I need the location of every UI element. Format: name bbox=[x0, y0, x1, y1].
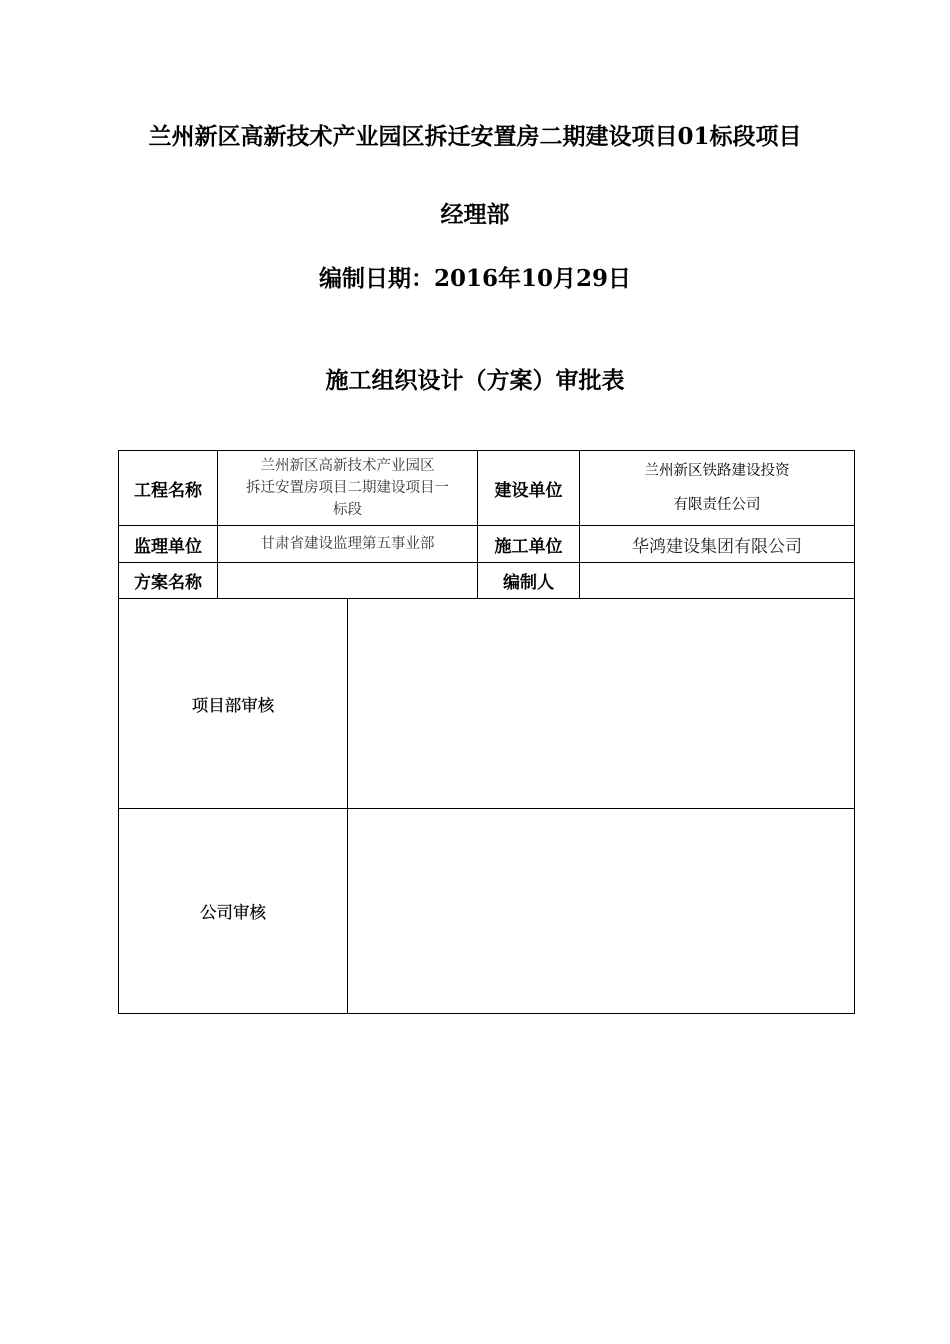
author-value[interactable] bbox=[580, 563, 855, 599]
owner-label: 建设单位 bbox=[478, 451, 580, 526]
owner-value bbox=[580, 451, 855, 526]
form-title: 施工组织设计（方案）审批表 bbox=[325, 367, 625, 394]
table-row bbox=[119, 599, 855, 809]
project-name-line: 拆迁安置房项目二期建设项目一 bbox=[246, 480, 449, 496]
project-review-label: 项目部审核 bbox=[119, 599, 348, 809]
company-review-area[interactable] bbox=[348, 809, 855, 1014]
supervisor-label: 监理单位 bbox=[119, 526, 218, 563]
table-row bbox=[119, 451, 855, 526]
owner-line: 兰州新区铁路建设投资 bbox=[644, 463, 790, 479]
document-title-line-2: 经理部 bbox=[440, 201, 510, 228]
table-row bbox=[119, 563, 855, 599]
table-row bbox=[119, 809, 855, 1014]
project-name-line: 兰州新区高新技术产业园区 bbox=[260, 458, 435, 474]
supervisor-value: 甘肃省建设监理第五事业部 bbox=[218, 526, 478, 563]
contractor-label: 施工单位 bbox=[478, 526, 580, 563]
project-name-label: 工程名称 bbox=[119, 451, 218, 526]
project-review-area[interactable] bbox=[348, 599, 855, 809]
document-title-line-1: 兰州新区高新技术产业园区拆迁安置房二期建设项目01标段项目 bbox=[148, 123, 802, 150]
author-label: 编制人 bbox=[478, 563, 580, 599]
project-name-value bbox=[218, 451, 478, 526]
project-name-line: 标段 bbox=[333, 502, 362, 518]
table-row bbox=[119, 526, 855, 563]
company-review-label: 公司审核 bbox=[119, 809, 348, 1014]
contractor-value: 华鸿建设集团有限公司 bbox=[580, 526, 855, 563]
plan-name-value[interactable] bbox=[218, 563, 478, 599]
owner-line: 有限责任公司 bbox=[673, 497, 761, 513]
plan-name-label: 方案名称 bbox=[119, 563, 218, 599]
compile-date: 编制日期：2016年10月29日 bbox=[318, 265, 632, 292]
approval-table bbox=[118, 450, 855, 1014]
